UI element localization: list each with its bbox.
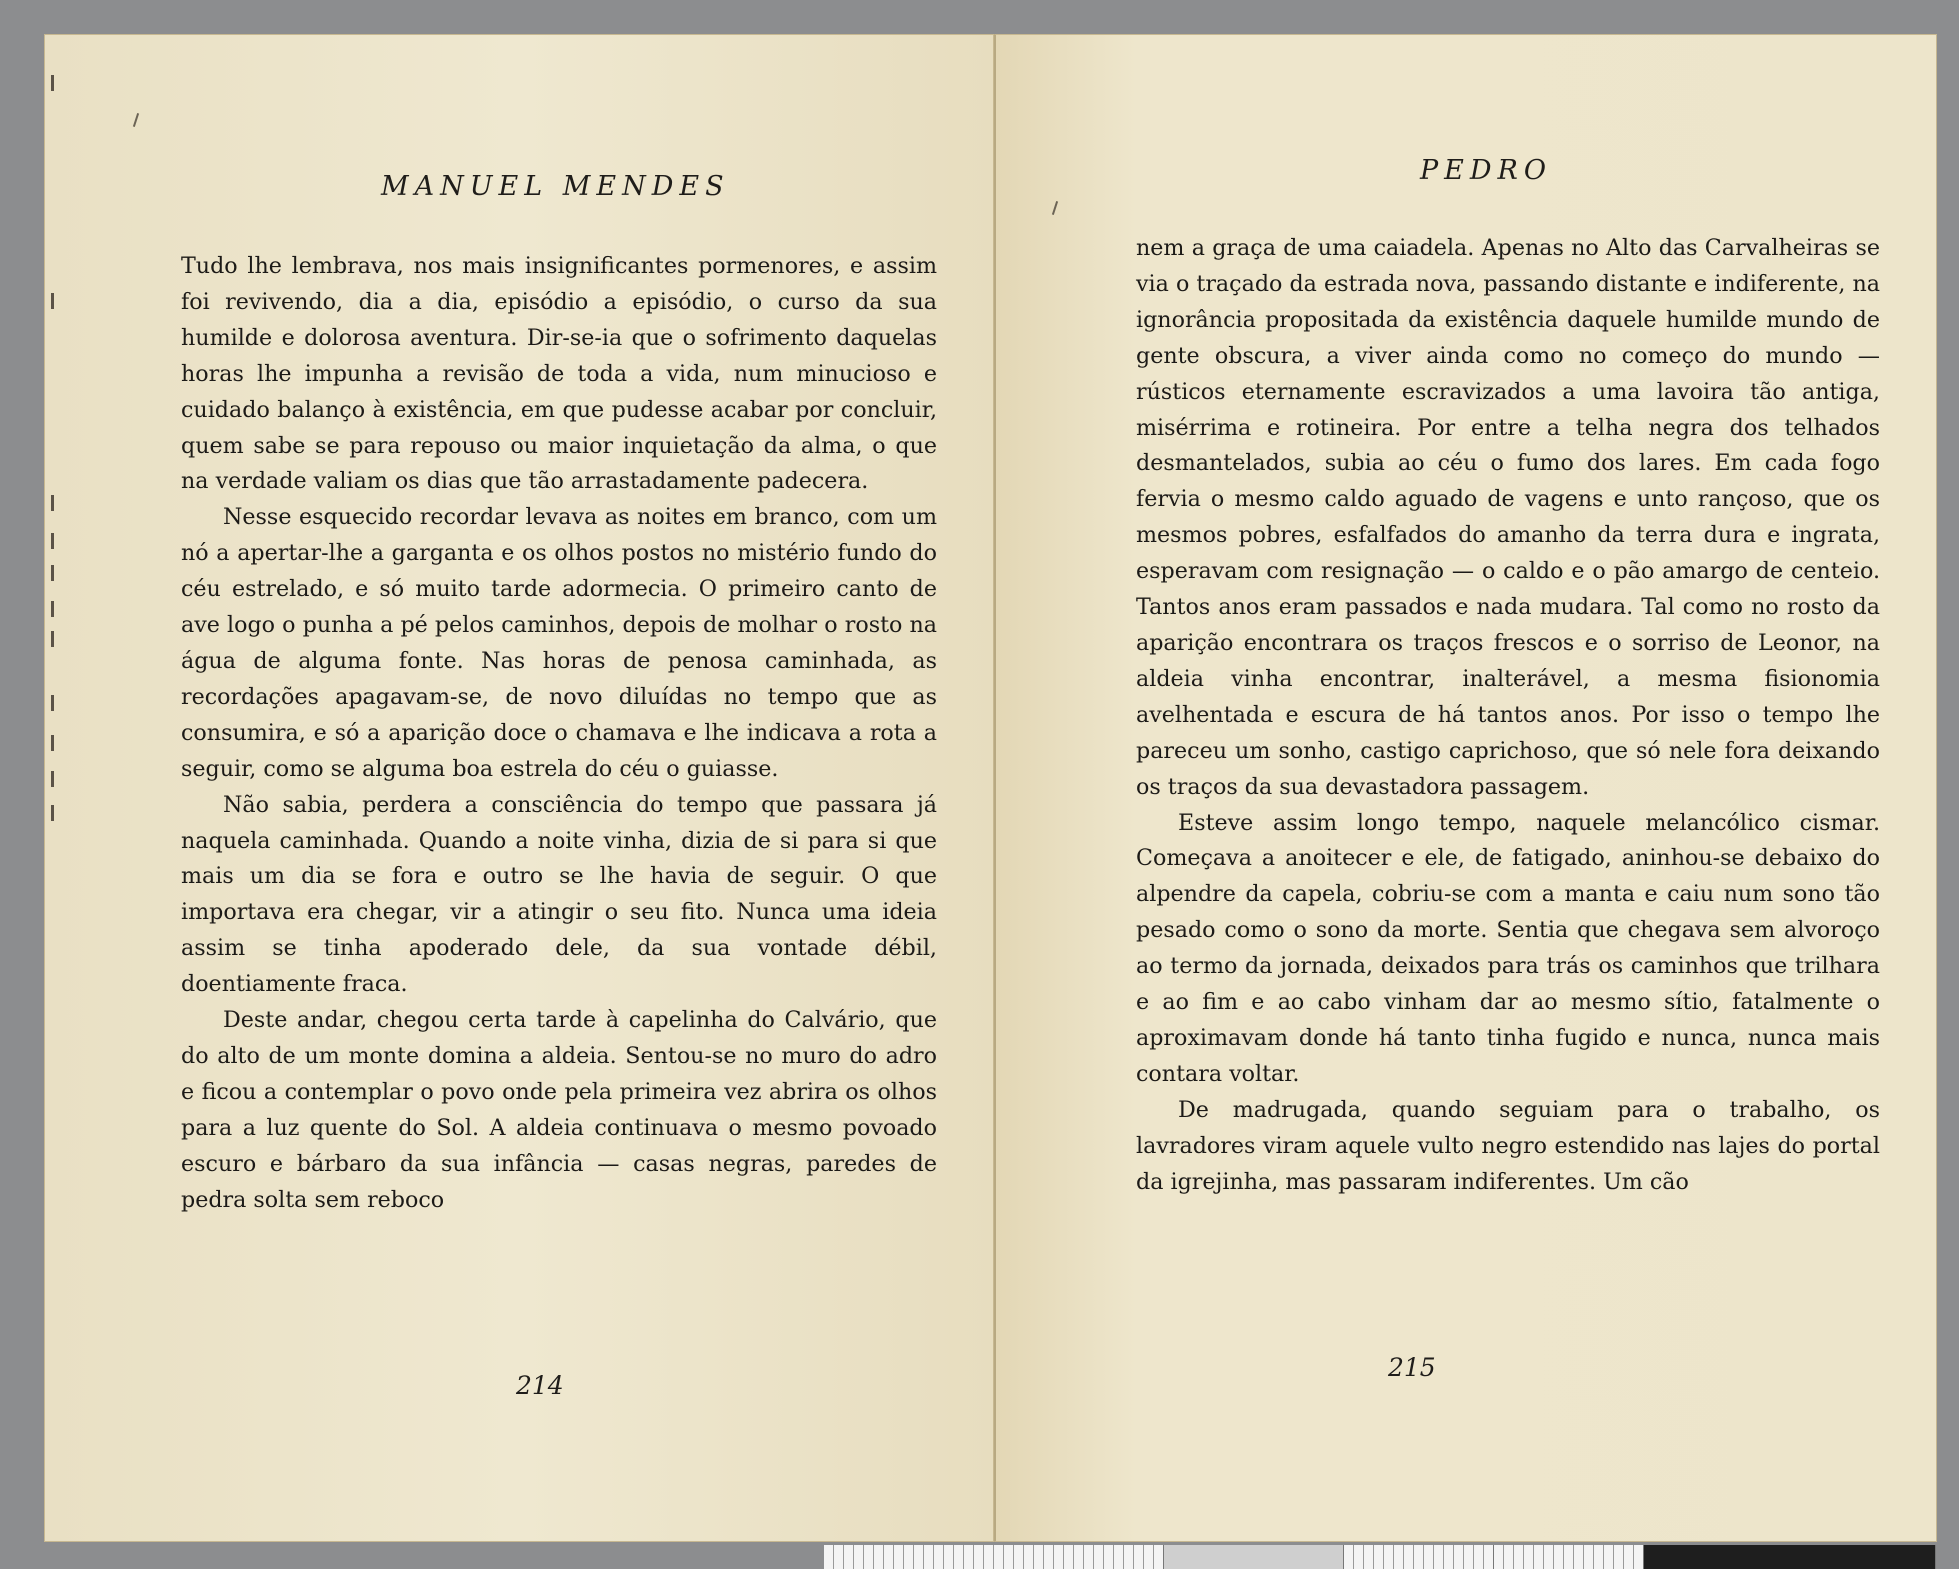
paragraph: Tudo lhe lembrava, nos mais insignificantes pormenores, e assim foi revivendo, dia a dia, episódio a episódio, o curso da sua humilde e dolorosa aventura. Dir-se-ia que o sofrimento daquelas horas lhe impunha a revisão de toda a vida, num minucioso e cuidado balanço à existência, em que pudesse acabar por concluir, quem sabe se para repouso ou maior inquietação da alma, o que na verdade valiam os dias que tão arrastadamente padecera. (181, 253, 937, 495)
body-text (1136, 231, 1880, 1200)
scale-segment (1164, 1545, 1344, 1569)
paragraph: Não sabia, perdera a consciência do tempo que passara já naquela caminhada. Quando a noite vinha, dizia de si para si que mais um dia se fora e outro se lhe havia de seguir. O que importava era chegar, vir a atingir o seu fito. Nunca uma ideia assim se tinha apoderado dele, da sua vontade débil, doentiamente fraca. (181, 791, 937, 998)
paragraph: nem a graça de uma caiadela. Apenas no Alto das Carvalheiras se via o traçado da estrada nova, passando distante e indiferente, na ignorância propositada da existência daquele humilde mundo de gente obscura, a viver ainda como no começo do mundo — rústicos eternamente escravizados a uma lavoira tão antiga, misérrima e rotineira. Por entre a telha negra dos telhados desmantelados, subia ao céu o fumo dos lares. Em cada fogo fervia o mesmo caldo aguado de vagens e unto rançoso, que os mesmos pobres, esfalfados do amanho da terra dura e ingrata, esperavam com resignação — o caldo e o pão amargo de centeio. Tantos anos eram passados e nada mudara. Tal como no rosto da aparição encontrara os traços frescos e o sorriso de Leonor, na aldeia vinha encontrar, inalterável, a mesma fisionomia avelhentada e escura de há tantos anos. Por isso o tempo lhe pareceu um sonho, castigo caprichoso, que só nele fora deixando os traços da sua devastadora passagem. (1136, 235, 1880, 800)
margin-mark (51, 565, 54, 581)
scale-segment (1644, 1545, 1936, 1569)
running-head: PEDRO (1420, 155, 1552, 186)
margin-mark (51, 495, 54, 511)
body-text (181, 249, 937, 1218)
color-scale-bar (824, 1545, 1936, 1569)
scale-segment (824, 1545, 1164, 1569)
paragraph: Esteve assim longo tempo, naquele melancólico cismar. Começava a anoitecer e ele, de fatigado, aninhou-se debaixo do alpendre da capela, cobriu-se com a manta e caiu num sono tão pesado como o sono da morte. Sentia que chegava sem alvoroço ao termo da jornada, deixados para trás os caminhos que trilhara e ao fim e ao cabo vinham dar ao mesmo sítio, fatalmente o aproximavam donde há tanto tinha fugido e nunca, nunca mais contara voltar. (1136, 809, 1880, 1087)
stray-ink-mark (133, 113, 139, 127)
margin-mark (51, 601, 54, 617)
margin-mark (51, 771, 54, 787)
book-spread (44, 34, 1937, 1542)
margin-mark (51, 805, 54, 821)
margin-mark (51, 735, 54, 751)
running-head: MANUEL MENDES (381, 171, 730, 202)
scale-segment (1494, 1545, 1644, 1569)
margin-mark (51, 631, 54, 647)
paragraph: Nesse esquecido recordar levava as noites em branco, com um nó a apertar-lhe a garganta e os olhos postos no mistério fundo do céu estrelado, e só muito tarde adormecia. O primeiro canto de ave logo o punha a pé pelos caminhos, depois de molhar o rosto na água de alguma fonte. Nas horas de penosa caminhada, as recordações apagavam-se, de novo diluídas no tempo que as consumira, e só a aparição doce o chamava e lhe indicava a rota a seguir, como se alguma boa estrela do céu o guiasse. (181, 504, 937, 782)
paragraph: Deste andar, chegou certa tarde à capelinha do Calvário, que do alto de um monte domina a aldeia. Sentou-se no muro do adro e ficou a contemplar o povo onde pela primeira vez abrira os olhos para a luz quente do Sol. A aldeia continuava o mesmo povoado escuro e bárbaro da sua infância — casas negras, paredes de pedra solta sem reboco (181, 1007, 937, 1213)
page-number: 214 (516, 1371, 564, 1400)
right-page (994, 34, 1937, 1542)
page-number: 215 (1388, 1353, 1436, 1382)
margin-mark (51, 75, 54, 91)
paragraph: De madrugada, quando seguiam para o trabalho, os lavradores viram aquele vulto negro estendido nas lajes do portal da igrejinha, mas passaram indiferentes. Um cão (1136, 1096, 1880, 1195)
left-page (44, 34, 994, 1542)
margin-mark (51, 695, 54, 711)
scale-segment (1344, 1545, 1494, 1569)
margin-mark (51, 533, 54, 549)
stray-ink-mark (1052, 201, 1058, 215)
margin-mark (51, 293, 54, 309)
